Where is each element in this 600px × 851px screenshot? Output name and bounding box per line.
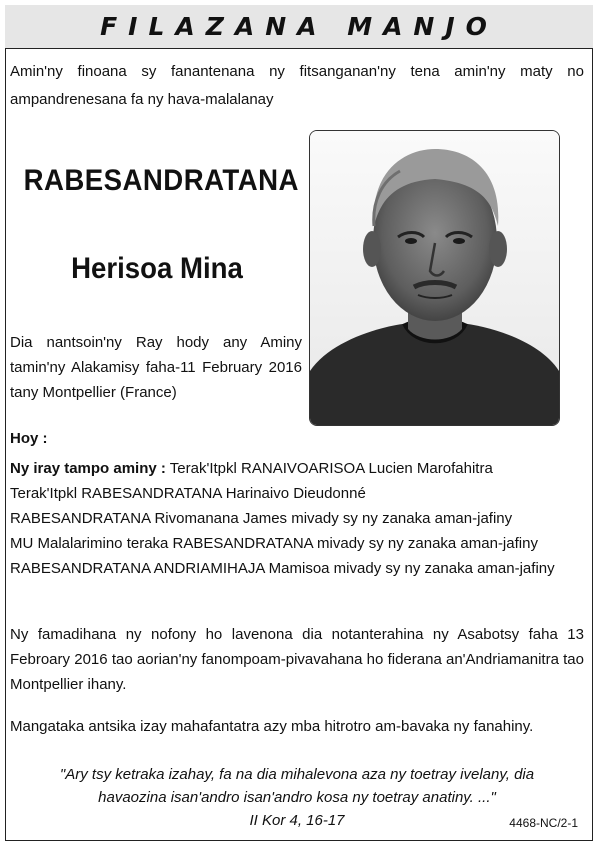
death-notice-text: Dia nantsoin'ny Ray hody any Aminy tamin'ny Alakamisy faha-11 February 2016 tany Montpellier (France) bbox=[10, 334, 302, 401]
family-heading: Hoy : bbox=[10, 430, 48, 447]
ad-reference-code: 4468-NC/2-1 bbox=[509, 816, 578, 830]
family-list bbox=[10, 456, 584, 581]
deceased-first-name: Herisoa Mina bbox=[71, 252, 243, 285]
intro-text: Amin'ny finoana sy fanantenana ny fitsanganan'ny tena amin'ny maty no ampandrenesana fa ny hava-malalanay bbox=[10, 63, 584, 108]
deceased-surname: RABESANDRATANA bbox=[23, 164, 299, 197]
funeral-text: Ny famadihana ny nofony ho lavenona dia notanterahina ny Asabotsy faha 13 Febroary 2016 tao aorian'ny fanompoam-pivavahana ho fiderana an'Andriamanitra tao Montpellier ihany. bbox=[10, 626, 584, 693]
quote-line-2: havaozina isan'andro isan'andro kosa ny toetray anatiny. ..." bbox=[98, 789, 496, 806]
quote-reference: II Kor 4, 16-17 bbox=[249, 812, 345, 829]
family-line: MU Malalarimino teraka RABESANDRATANA mivady sy ny zanaka aman-jafiny bbox=[10, 535, 538, 552]
notice-header bbox=[5, 5, 593, 49]
family-line: Terak'Itpkl RABESANDRATANA Harinaivo Dieudonné bbox=[10, 485, 366, 502]
family-line bbox=[10, 456, 584, 481]
portrait-image bbox=[310, 131, 559, 425]
family-line: RABESANDRATANA Rivomanana James mivady sy ny zanaka aman-jafiny bbox=[10, 510, 513, 527]
family-line: RABESANDRATANA ANDRIAMIHAJA Mamisoa mivady sy ny zanaka aman-jafiny bbox=[10, 560, 555, 577]
notice-title: FILAZANA MANJO bbox=[100, 12, 498, 41]
siblings-label: Ny iray tampo aminy : bbox=[10, 460, 166, 477]
prayer-request-text: Mangataka antsika izay mahafantatra azy mba hitrotro am-bavaka ny fanahiny. bbox=[10, 718, 534, 735]
quote-line-1: "Ary tsy ketraka izahay, fa na dia mihalevona aza ny toetray ivelany, dia bbox=[59, 766, 535, 783]
family-line-text: Terak'Itpkl RANAIVOARISOA Lucien Marofahitra bbox=[169, 460, 493, 477]
bible-quote bbox=[10, 763, 584, 832]
deceased-photo bbox=[309, 130, 560, 426]
